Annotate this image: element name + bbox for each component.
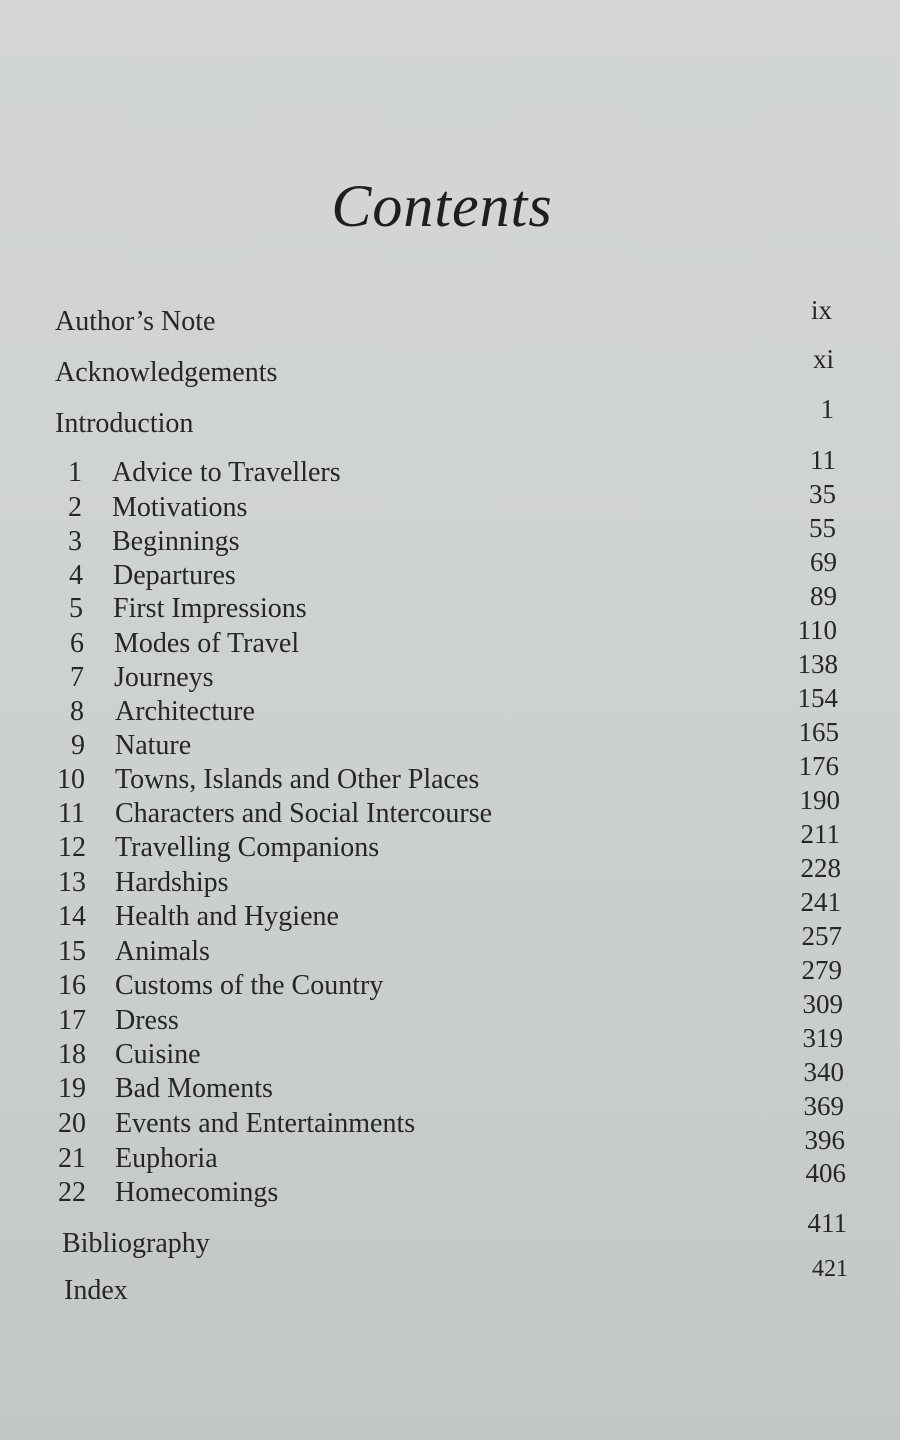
chapter-title: Homecomings (115, 1177, 279, 1208)
toc-entry-label: Introduction (55, 408, 194, 439)
chapter-page: 190 (799, 785, 840, 815)
chapter-page: 69 (810, 547, 837, 577)
toc-entry-label: Acknowledgements (55, 357, 278, 388)
chapter-title: Animals (115, 936, 210, 967)
chapter-number: 14 (58, 901, 86, 932)
chapter-page: 55 (809, 513, 836, 543)
toc-entry-label: Index (64, 1275, 128, 1306)
chapter-number: 2 (68, 492, 82, 523)
chapter-title: Advice to Travellers (112, 457, 341, 488)
chapter-page: 309 (802, 989, 843, 1019)
chapter-title: Cuisine (115, 1039, 201, 1070)
toc-entry-page: 411 (807, 1208, 847, 1238)
chapter-page: 319 (802, 1023, 843, 1053)
toc-entry-page: 1 (820, 394, 834, 424)
chapter-number: 13 (58, 867, 86, 898)
chapter-title: Beginnings (112, 526, 240, 557)
chapter-page: 138 (797, 649, 838, 679)
chapter-page: 35 (809, 479, 836, 509)
chapter-number: 4 (69, 560, 83, 591)
chapter-page: 176 (798, 751, 839, 781)
chapter-page: 11 (810, 445, 836, 475)
chapter-page: 228 (800, 853, 841, 883)
chapter-title: Characters and Social Intercourse (115, 798, 493, 829)
chapter-page: 257 (801, 921, 842, 951)
chapter-title: Health and Hygiene (115, 901, 339, 932)
chapter-title: Architecture (115, 696, 255, 727)
chapter-title: Euphoria (115, 1143, 218, 1174)
chapter-number: 17 (58, 1005, 86, 1036)
chapter-number: 12 (58, 832, 86, 863)
chapter-title: Towns, Islands and Other Places (115, 764, 480, 795)
chapter-page: 110 (797, 615, 837, 645)
chapter-number: 21 (58, 1143, 86, 1174)
chapter-number: 18 (58, 1039, 86, 1070)
chapter-title: Motivations (112, 492, 248, 523)
chapter-number: 10 (57, 764, 85, 795)
chapter-number: 3 (68, 526, 82, 557)
chapter-page: 241 (800, 887, 841, 917)
toc-entry-page: xi (812, 344, 834, 374)
chapter-page: 89 (810, 581, 837, 611)
chapter-number: 7 (70, 662, 84, 693)
toc-entry-label: Author’s Note (55, 306, 216, 337)
chapter-number: 19 (58, 1073, 86, 1104)
chapter-title: Bad Moments (115, 1073, 273, 1104)
chapter-title: Modes of Travel (114, 628, 300, 659)
chapter-page: 340 (803, 1057, 844, 1087)
chapter-title: Travelling Companions (115, 832, 380, 863)
chapter-number: 6 (70, 628, 84, 659)
chapter-page: 279 (801, 955, 842, 985)
chapter-title: Journeys (114, 662, 214, 693)
chapter-title: Nature (115, 730, 192, 761)
chapter-title: Departures (113, 560, 236, 591)
toc-entry-page: ix (810, 295, 832, 325)
chapter-page: 211 (800, 819, 840, 849)
chapter-page: 165 (798, 717, 839, 747)
chapter-number: 5 (69, 593, 83, 624)
page-title: Contents (331, 173, 553, 239)
chapter-title: Events and Entertainments (115, 1108, 416, 1139)
chapter-number: 16 (58, 970, 86, 1001)
chapter-title: Customs of the Country (115, 970, 384, 1001)
chapter-number: 22 (58, 1177, 86, 1208)
chapter-number: 20 (58, 1108, 86, 1139)
chapter-title: First Impressions (113, 593, 307, 624)
toc-entry-label: Bibliography (62, 1228, 210, 1259)
chapter-page: 396 (804, 1125, 845, 1155)
chapter-number: 9 (71, 730, 85, 761)
chapter-page: 406 (805, 1158, 846, 1188)
chapter-number: 8 (70, 696, 84, 727)
chapter-number: 1 (68, 457, 82, 488)
chapter-number: 15 (58, 936, 86, 967)
chapter-number: 11 (58, 798, 85, 829)
chapter-page: 154 (797, 683, 838, 713)
chapter-title: Hardships (115, 867, 229, 898)
chapter-title: Dress (115, 1005, 179, 1036)
chapter-page: 369 (803, 1091, 844, 1121)
toc-entry-page: 421 (812, 1256, 848, 1282)
